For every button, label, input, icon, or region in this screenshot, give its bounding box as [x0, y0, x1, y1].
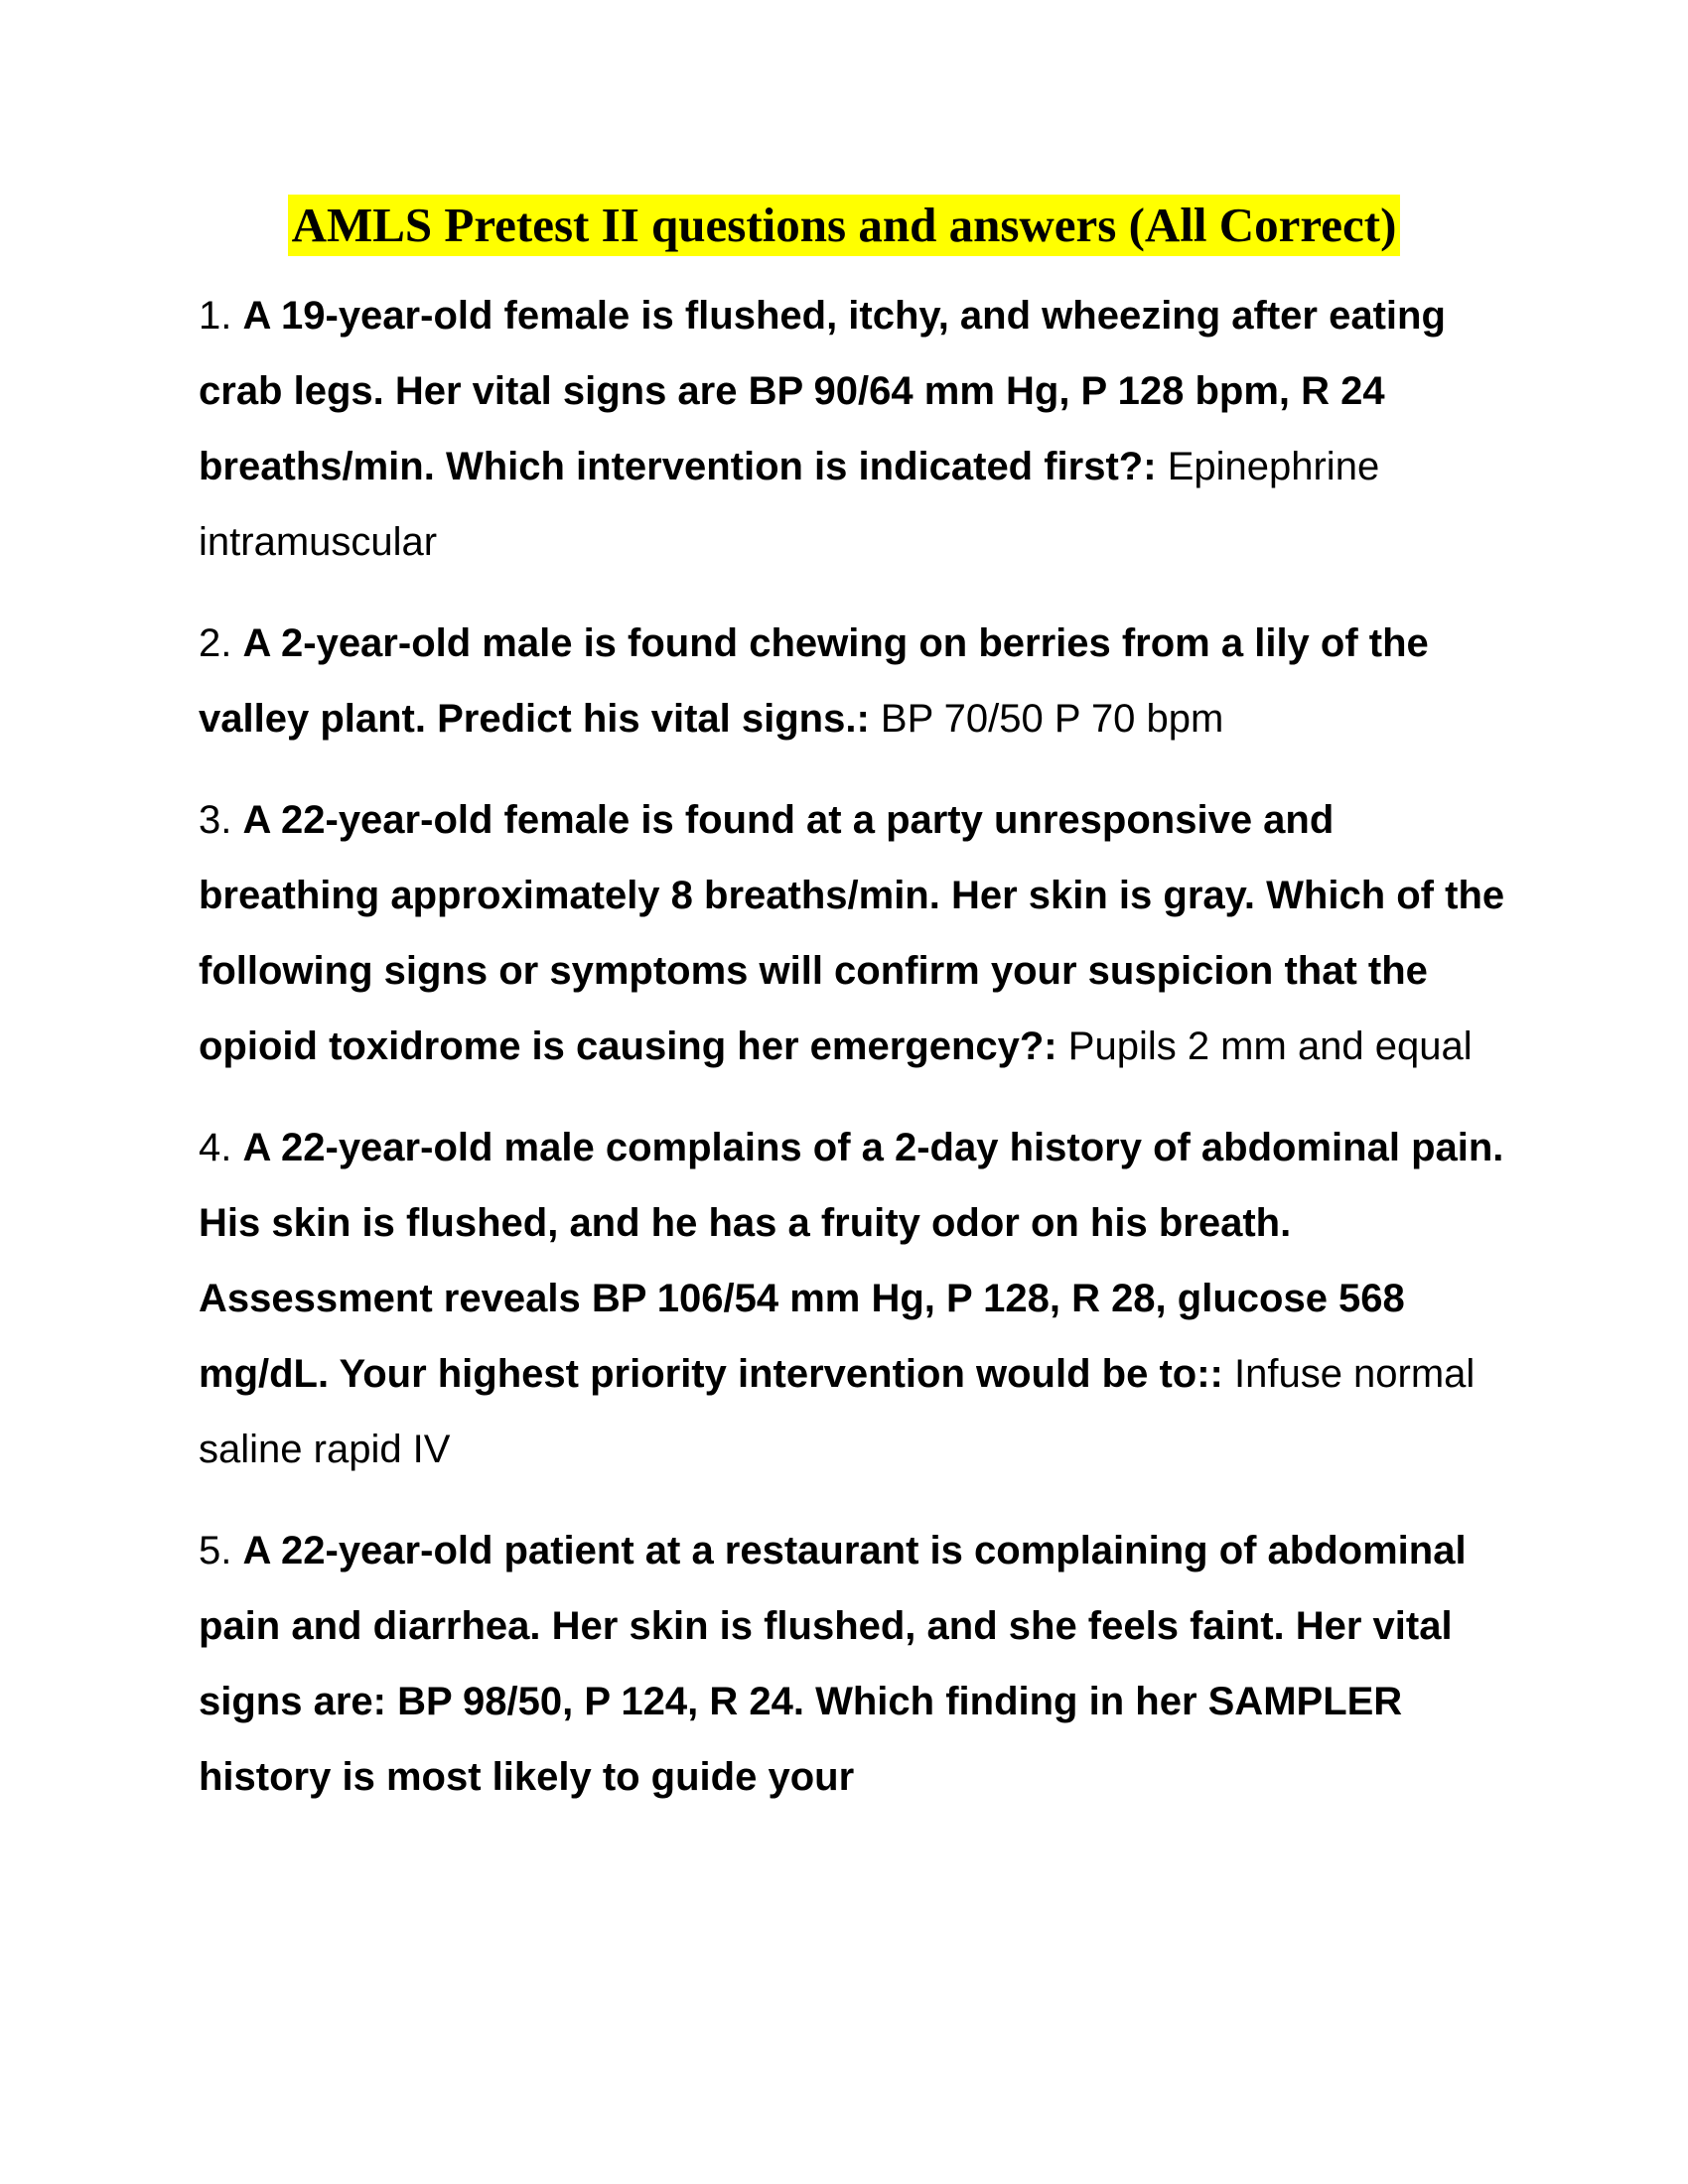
- answer-text: Pupils 2 mm and equal: [1067, 1024, 1473, 1068]
- qa-item: [199, 1513, 1509, 1815]
- question-text: A 19-year-old female is flushed, itchy, and wheezing after eating crab legs. Her vital signs are BP 90/64 mm Hg, P 128 bpm, R 24 breaths/min. Which intervention is indicated first?:: [199, 294, 1446, 488]
- qa-list: [199, 278, 1509, 1841]
- title-wrap: [0, 195, 1688, 256]
- document-title: AMLS Pretest II questions and answers (All Correct): [288, 195, 1401, 256]
- answer-text: Infuse normal saline rapid IV: [199, 1352, 1476, 1471]
- question-number: 3.: [199, 798, 232, 842]
- qa-item: [199, 1110, 1509, 1487]
- question-text: A 22-year-old male complains of a 2-day history of abdominal pain. His skin is flushed, and he has a fruity odor on his breath. Assessment reveals BP 106/54 mm Hg, P 128, R 28, glucose 568 mg/dL. Your highest priority intervention would be to::: [199, 1126, 1504, 1396]
- qa-item: [199, 606, 1509, 756]
- question-number: 2.: [199, 621, 232, 665]
- question-text: A 2-year-old male is found chewing on berries from a lily of the valley plant. Predict his vital signs.:: [199, 621, 1429, 741]
- question-text: A 22-year-old female is found at a party unresponsive and breathing approximately 8 breaths/min. Her skin is gray. Which of the following signs or symptoms will confirm your suspicion that the opioid toxidrome is causing her emergency?:: [199, 798, 1505, 1068]
- question-number: 1.: [199, 294, 232, 338]
- qa-item: [199, 782, 1509, 1084]
- answer-text: Epinephrine intramuscular: [199, 445, 1380, 564]
- qa-item: [199, 278, 1509, 580]
- question-number: 4.: [199, 1126, 232, 1169]
- question-text: A 22-year-old patient at a restaurant is complaining of abdominal pain and diarrhea. Her skin is flushed, and she feels faint. Her vital signs are: BP 98/50, P 124, R 24. Which finding in her SAMPLER history is most likely to guide your: [199, 1529, 1467, 1799]
- question-number: 5.: [199, 1529, 232, 1572]
- answer-text: BP 70/50 P 70 bpm: [880, 697, 1224, 741]
